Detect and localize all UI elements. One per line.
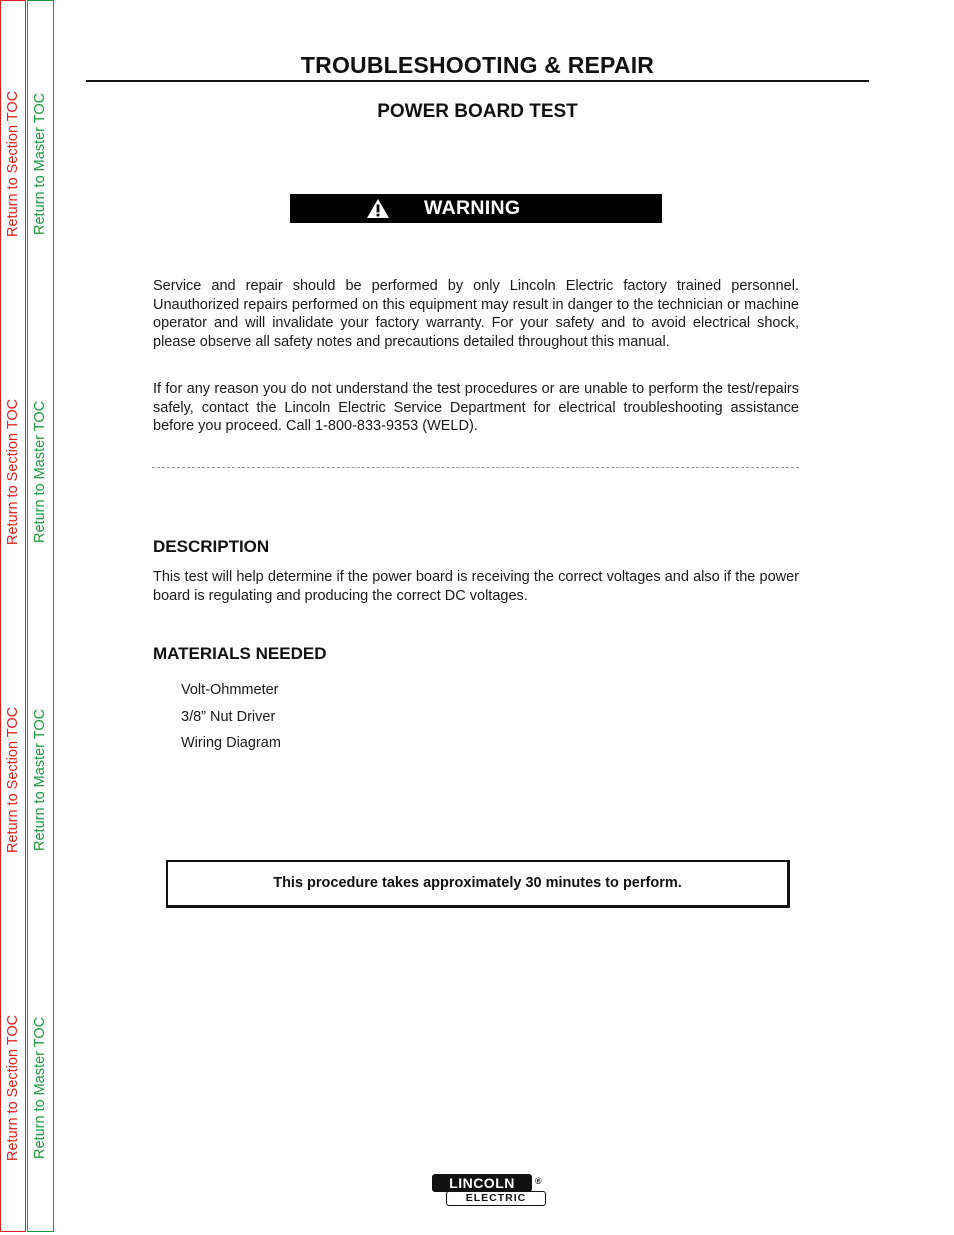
return-to-section-toc-link[interactable]: Return to Section TOC bbox=[5, 1014, 21, 1161]
return-to-master-toc-link[interactable]: Return to Master TOC bbox=[32, 400, 48, 543]
assistance-paragraph: If for any reason you do not understand the test procedures or are unable to perform the test/repairs safely, contact the Lincoln Electric Service Department for electrical troubleshooting assistance before you proceed. Call 1-800-833-9353 (WELD). bbox=[153, 381, 799, 435]
list-item: 3/8” Nut Driver bbox=[181, 708, 276, 725]
list-item: Volt-Ohmmeter bbox=[181, 682, 279, 698]
dashed-divider bbox=[152, 467, 799, 468]
warning-banner bbox=[290, 194, 662, 223]
logo-top-text: LINCOLN bbox=[432, 1174, 532, 1192]
materials-heading: MATERIALS NEEDED bbox=[153, 644, 327, 663]
return-to-master-toc-link[interactable]: Return to Master TOC bbox=[32, 708, 48, 851]
return-to-master-toc-link[interactable]: Return to Master TOC bbox=[32, 1016, 48, 1159]
materials-list bbox=[181, 681, 281, 761]
description-text: This test will help determine if the power board is receiving the correct voltages and also if the power board is regulating and producing the correct DC voltages. bbox=[153, 569, 799, 604]
registered-mark: ® bbox=[535, 1176, 542, 1186]
return-to-section-toc-link[interactable]: Return to Section TOC bbox=[5, 706, 21, 853]
list-item: Wiring Diagram bbox=[181, 735, 281, 751]
procedure-time-note: This procedure takes approximately 30 minutes to perform. bbox=[166, 860, 790, 908]
page-title: TROUBLESHOOTING & REPAIR bbox=[300, 52, 655, 78]
title-divider bbox=[86, 80, 869, 82]
return-to-section-toc-link[interactable]: Return to Section TOC bbox=[5, 90, 21, 237]
warning-triangle-icon bbox=[366, 198, 390, 219]
description-heading: DESCRIPTION bbox=[153, 537, 270, 556]
logo-bottom-text: ELECTRIC bbox=[446, 1191, 546, 1206]
section-title: POWER BOARD TEST bbox=[377, 101, 578, 122]
warning-label: WARNING bbox=[424, 197, 521, 219]
return-to-section-toc-link[interactable]: Return to Section TOC bbox=[5, 398, 21, 545]
safety-paragraph: Service and repair should be performed by only Lincoln Electric factory trained personnel. Unauthorized repairs performed on this equipment may result in danger to the technician or machine operator and will invalidate your factory warranty. For your safety and to avoid electrical shock, please observe all safety notes and precautions detailed throughout this manual. bbox=[153, 278, 799, 351]
lincoln-electric-logo bbox=[432, 1174, 548, 1208]
return-to-master-toc-link[interactable]: Return to Master TOC bbox=[32, 92, 48, 235]
